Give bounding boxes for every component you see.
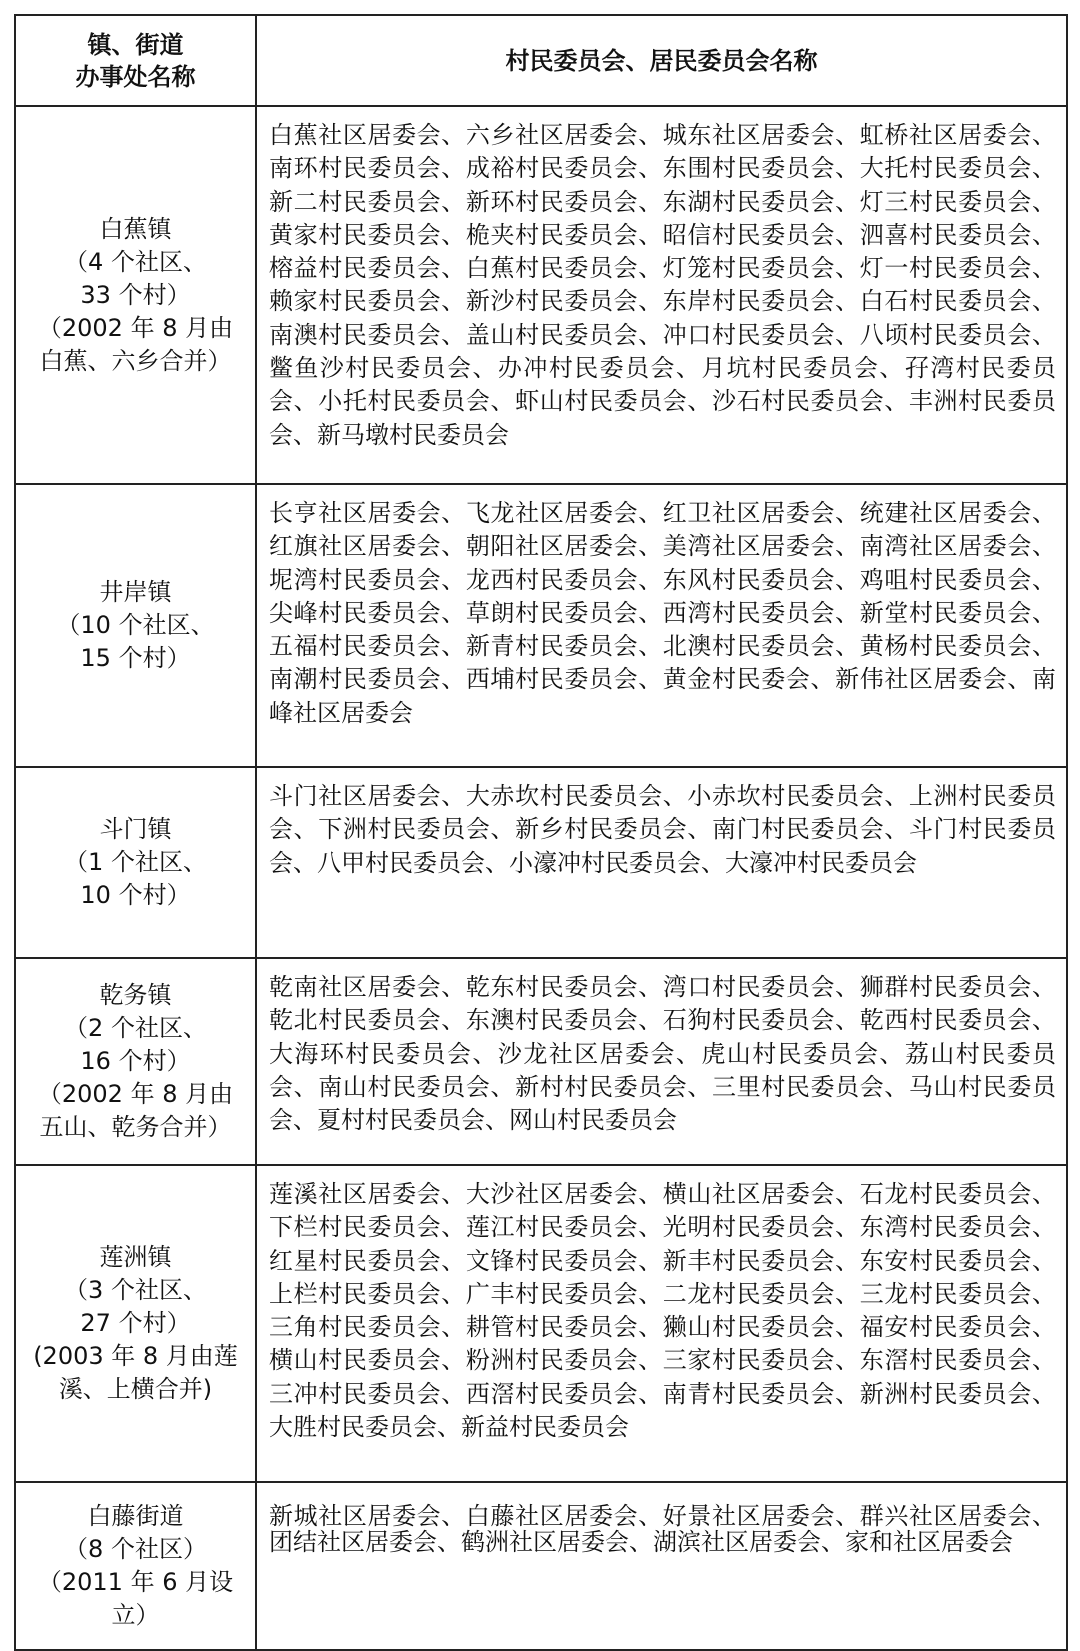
town-line: 斗门镇 (99, 815, 172, 843)
table-row (15, 106, 1067, 484)
town-line: 立） (111, 1601, 160, 1629)
town-cell (15, 1165, 256, 1482)
town-line: 井岸镇 (99, 578, 172, 606)
header-town-line1: 镇、街道 (87, 30, 184, 59)
town-line: 溪、上横合并) (58, 1375, 213, 1403)
table-row (15, 1482, 1067, 1650)
header-row (15, 15, 1067, 106)
town-line: （4 个社区、 (64, 247, 207, 276)
town-cell (15, 106, 256, 484)
town-line: 白蕉镇 (99, 214, 172, 243)
town-line: 15 个村） (80, 644, 191, 672)
town-line: （2002 年 8 月由 (37, 313, 234, 342)
committee-list-cell: 白蕉社区居委会、六乡社区居委会、城东社区居委会、虹桥社区居委会、南环村民委员会、成裕村民委员会、东围村民委员会、大托村民委员会、新二村民委员会、新环村民委员会、东湖村民委员会、灯三村民委员会、黄家村民委员会、桅夹村民委员会、昭信村民委员会、泗喜村民委员会、榕益村民委员会、白蕉村民委员会、灯笼村民委员会、灯一村民委员会、赖家村民委员会、新沙村民委员会、东岸村民委员会、白石村民委员会、南澳村民委员会、盖山村民委员会、冲口村民委员会、八顷村民委员会、鳖鱼沙村民委员会、办冲村民委员会、月坑村民委员会、孖湾村民委员会、小托村民委员会、虾山村民委员会、沙石村民委员会、丰洲村民委员会、新马墩村民委员会 (256, 106, 1067, 484)
town-line: 27 个村） (80, 1309, 191, 1337)
town-line: 白藤街道 (87, 1502, 184, 1530)
committee-list-cell: 长亨社区居委会、飞龙社区居委会、红卫社区居委会、统建社区居委会、红旗社区居委会、朝阳社区居委会、美湾社区居委会、南湾社区居委会、坭湾村民委员会、龙西村民委员会、东风村民委员会、鸡咀村民委员会、尖峰村民委员会、草朗村民委员会、西湾村民委员会、新堂村民委员会、五福村民委员会、新青村民委员会、北澳村民委员会、黄杨村民委员会、南潮村民委员会、西埔村民委员会、黄金村民委会、新伟社区居委会、南峰社区居委会 (256, 484, 1067, 767)
town-line: 五山、乾务合并） (39, 1113, 232, 1141)
committee-list-cell: 新城社区居委会、白藤社区居委会、好景社区居委会、群兴社区居委会、团结社区居委会、鹤洲社区居委会、湖滨社区居委会、家和社区居委会 (256, 1482, 1067, 1650)
town-line: 10 个村） (80, 881, 191, 909)
town-line: （3 个社区、 (64, 1276, 207, 1304)
committee-list-cell: 斗门社区居委会、大赤坎村民委员会、小赤坎村民委员会、上洲村民委员会、下洲村民委员会、新乡村民委员会、南门村民委员会、斗门村民委员会、八甲村民委员会、小濠冲村民委员会、大濠冲村民委员会 (256, 767, 1067, 958)
town-cell (15, 767, 256, 958)
committee-table (14, 14, 1068, 1651)
town-line: 莲洲镇 (99, 1243, 172, 1271)
town-line: （8 个社区） (64, 1535, 207, 1563)
town-line: 白蕉、六乡合并） (39, 346, 232, 375)
table-row (15, 767, 1067, 958)
table-row (15, 484, 1067, 767)
town-cell (15, 484, 256, 767)
header-town-name (15, 15, 256, 106)
town-line: 16 个村） (80, 1047, 191, 1075)
committee-list-cell: 莲溪社区居委会、大沙社区居委会、横山社区居委会、石龙村民委员会、下栏村民委员会、莲江村民委员会、光明村民委员会、东湾村民委员会、红星村民委员会、文锋村民委员会、新丰村民委员会、东安村民委员会、上栏村民委员会、广丰村民委员会、二龙村民委员会、三龙村民委员会、三角村民委员会、耕管村民委员会、獭山村民委员会、福安村民委员会、横山村民委员会、粉洲村民委员会、三家村民委员会、东滘村民委员会、三冲村民委员会、西滘村民委员会、南青村民委员会、新洲村民委员会、大胜村民委员会、新益村民委员会 (256, 1165, 1067, 1482)
town-line: 33 个村） (80, 280, 191, 309)
header-committee-names: 村民委员会、居民委员会名称 (256, 15, 1067, 106)
header-town-line2: 办事处名称 (75, 62, 196, 91)
town-line: (2003 年 8 月由莲 (33, 1342, 238, 1370)
town-cell (15, 958, 256, 1165)
town-line: （10 个社区、 (56, 611, 215, 639)
town-line: （2011 年 6 月设 (37, 1568, 234, 1596)
table-row (15, 958, 1067, 1165)
town-cell (15, 1482, 256, 1650)
town-line: 乾务镇 (99, 981, 172, 1009)
town-line: （2 个社区、 (64, 1014, 207, 1042)
town-line: （1 个社区、 (64, 848, 207, 876)
town-line: （2002 年 8 月由 (37, 1080, 234, 1108)
committee-list-cell: 乾南社区居委会、乾东村民委员会、湾口村民委员会、狮群村民委员会、乾北村民委员会、东澳村民委员会、石狗村民委员会、乾西村民委员会、大海环村民委员会、沙龙社区居委会、虎山村民委员会、荔山村民委员会、南山村民委员会、新村村民委员会、三里村民委员会、马山村民委员会、夏村村民委员会、网山村民委员会 (256, 958, 1067, 1165)
table-row (15, 1165, 1067, 1482)
